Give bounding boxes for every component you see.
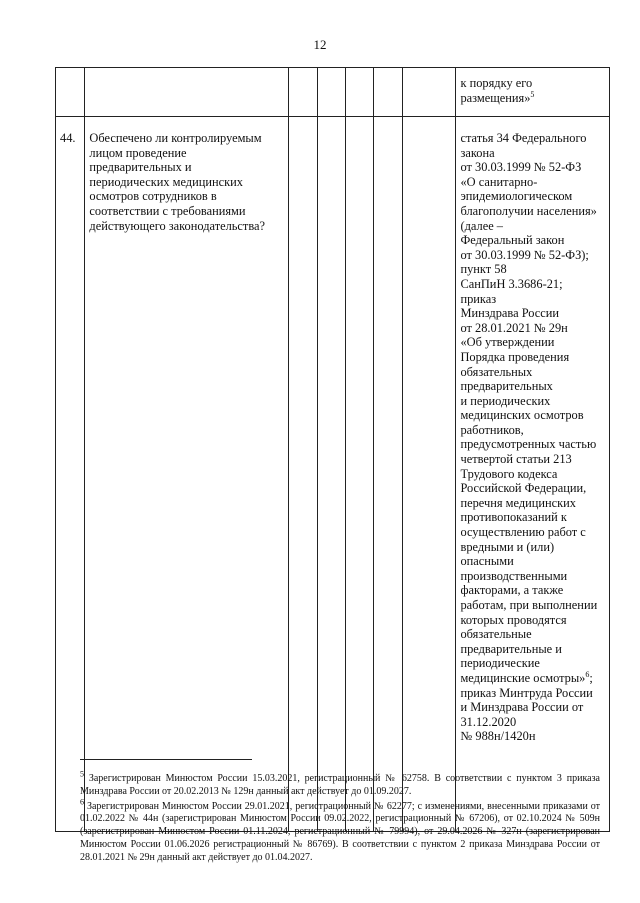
- reference-line: медицинских осмотров: [460, 408, 584, 423]
- reference-line: и периодических: [460, 393, 551, 408]
- reference-line: от 30.03.1999 № 52-ФЗ: [460, 160, 582, 175]
- reference-line: эпидемиологическом: [460, 189, 573, 204]
- row-number: 44.: [56, 117, 85, 832]
- reference-line: факторами, а также: [460, 583, 564, 598]
- reference-line: 31.12.2020: [460, 714, 517, 729]
- footnotes: [80, 769, 601, 867]
- reference-line: от 28.01.2021 № 29н: [460, 320, 568, 335]
- footnote-divider: [80, 759, 252, 760]
- reference-line: статья 34 Федерального: [460, 131, 587, 145]
- reference-line: обязательные: [460, 627, 532, 642]
- cell-number: [56, 68, 85, 117]
- footnote-6: $^6$ Зарегистрирован Минюстом России 29.01.2021, регистрационный № 62277; с изменениями, внесенными приказами от 01.02.2022 № 44н (зарегистрирован Минюстом России 09.02.2022, регистрационный № 67206), от 02.10.2024 № 509н (зарегистрирован Минюстом России 01.11.2024, регистрационный № 79994), от 29.04.2026 № 327н (зарегистрирован Минюстом России 01.06.2026 регистрационный № 86769). В соответствии с пунктом 2 приказа Минздрава России от 28.01.2021 № 29н данный акт действует до 01.04.2027.: [80, 797, 601, 863]
- reference-line: и Минздрава России от: [460, 700, 584, 715]
- reference-line: закона: [460, 145, 495, 160]
- question-text: Обеспечено ли контролируемым лицом проведение предварительных и периодических медицинских осмотров сотрудников в соответствии с требованиями действующего законодательства?: [85, 117, 289, 832]
- reference-line: к порядку его: [460, 76, 533, 90]
- reference-line: работников,: [460, 422, 524, 437]
- reference-line: Порядка проведения: [460, 349, 570, 364]
- reference-line: работам, при выполнении: [460, 598, 598, 612]
- cell-answer-na: [346, 117, 374, 832]
- reference-line: предварительных: [460, 379, 553, 394]
- cell-answer-yes: [289, 68, 317, 117]
- reference-line: перечня медицинских: [460, 495, 576, 510]
- reference-line: от 30.03.1999 № 52-ФЗ);: [460, 247, 589, 262]
- footnote-5: $^5$ Зарегистрирован Минюстом России 15.03.2021, регистрационный № 62758. В соответствии с пунктом 3 приказа Минздрава России от 20.02.2013 № 129н данный акт действует до 01.09.2027.: [80, 769, 600, 797]
- reference-line: противопоказаний к: [460, 510, 567, 525]
- reference-line: предварительные и: [460, 641, 562, 656]
- reference-line: обязательных: [460, 364, 533, 379]
- reference-line: Минздрава России: [460, 306, 560, 321]
- checklist-table: [55, 67, 610, 832]
- reference-line: предусмотренных частью: [460, 437, 597, 452]
- reference-line: № 988н/1420н: [460, 729, 536, 744]
- reference-line: осуществлению работ с: [460, 525, 586, 540]
- reference-line: Федеральный закон: [460, 233, 565, 248]
- reference-line: (далее –: [460, 218, 503, 233]
- cell-note: [402, 117, 456, 832]
- reference-line: «О санитарно-: [460, 174, 538, 189]
- cell-note: [402, 68, 456, 117]
- reference-line: размещения»$^5$: [460, 89, 535, 105]
- cell-answer-no: [317, 68, 345, 117]
- reference-line: приказ Минтруда России: [460, 685, 593, 700]
- reference-line: опасными: [460, 554, 514, 569]
- footnote-ref: 5: [530, 89, 535, 99]
- cell-answer-extra: [374, 68, 402, 117]
- reference-line: которых проводятся: [460, 612, 567, 627]
- reference-line: Российской Федерации,: [460, 481, 587, 496]
- table-row-continuation: [56, 68, 610, 117]
- reference-line: благополучии населения»: [460, 203, 597, 218]
- reference-line: медицинские осмотры»$^6$;: [460, 669, 593, 685]
- cell-answer-na: [346, 68, 374, 117]
- reference-line: «Об утверждении: [460, 335, 555, 350]
- reference-line: периодические: [460, 656, 540, 671]
- reference-line: вредными и (или): [460, 539, 555, 554]
- cell-answer-extra: [374, 117, 402, 832]
- reference-line: производственными: [460, 568, 568, 583]
- footnote-ref: 6: [585, 669, 590, 679]
- reference-line: приказ: [460, 291, 497, 306]
- table-row-44: [56, 117, 610, 832]
- page-number: 12: [313, 37, 327, 52]
- cell-answer-yes: [289, 117, 317, 832]
- reference-line: Трудового кодекса: [460, 466, 558, 481]
- cell-reference: [456, 68, 610, 117]
- reference-text: [456, 117, 610, 832]
- reference-line: пункт 58: [460, 262, 507, 277]
- cell-question: [85, 68, 289, 117]
- reference-line: четвертой статьи 213: [460, 452, 572, 467]
- cell-answer-no: [317, 117, 345, 832]
- reference-line: СанПиН 3.3686-21;: [460, 276, 563, 291]
